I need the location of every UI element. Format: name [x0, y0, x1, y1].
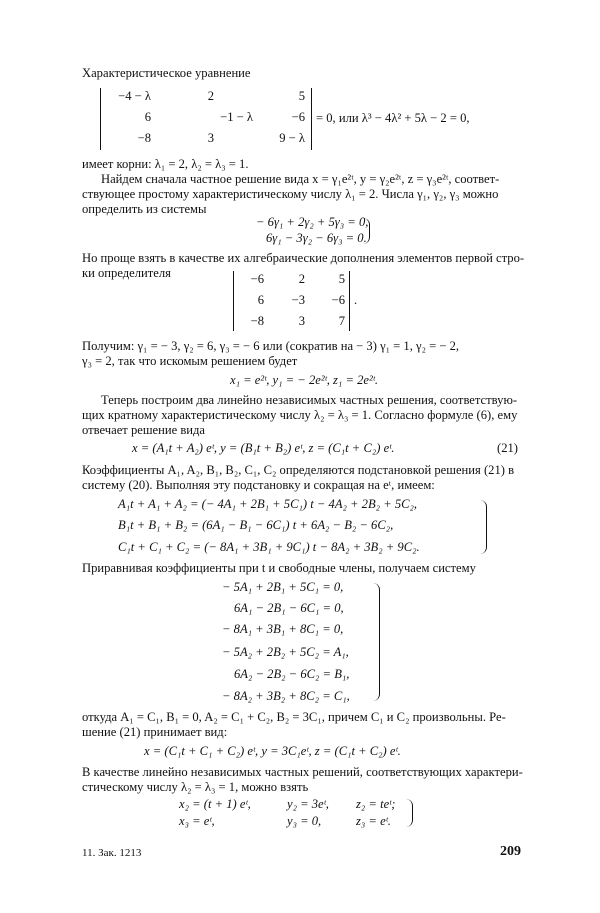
sys2-brace	[479, 500, 487, 554]
para4-line: щих кратному характеристическому числу λ₂ = λ₃ = 1. Согласно формуле (6), ему	[82, 408, 518, 422]
para3-line: Получим: γ₁ = − 3, γ₂ = 6, γ₃ = − 6 или (сократив на − 3) γ₁ = 1, γ₂ = − 2,	[82, 339, 460, 353]
det1-cell: 2	[207, 89, 214, 103]
sys1-equation: − 6γ₁ + 2γ₂ + 5γ₃ = 0,	[256, 215, 369, 229]
determinant-2	[233, 271, 350, 331]
sys3-brace	[372, 583, 380, 701]
det1-cell: −8	[137, 131, 151, 145]
para2-line: ки определителя	[82, 266, 171, 280]
det2-cell: 3	[298, 314, 305, 328]
solution-2: x = (C₁t + C₁ + C₂) eᵗ, y = 3C₁eᵗ, z = (C₁t + C₂) eᵗ.	[144, 744, 401, 758]
sys1-brace	[362, 218, 370, 244]
det1-cell: 5	[298, 89, 305, 103]
solution-3-cell: x₃ = eᵗ,	[179, 814, 215, 828]
para5-line: Коэффициенты A₁, A₂, B₁, B₂, C₁, C₂ определяются подстановкой решения (21) в	[82, 463, 515, 477]
det2-cell: 5	[338, 272, 345, 286]
sys1-equation: 6γ₁ − 3γ₂ − 6γ₃ = 0.	[266, 231, 367, 245]
det1-cell: 9 − λ	[279, 131, 305, 145]
sys3-equation: 6A₁ − 2B₁ − 6C₁ = 0,	[234, 601, 344, 615]
sys3-equation: − 8A₂ + 3B₂ + 8C₂ = C₁,	[222, 689, 350, 703]
sys3-equation: − 8A₁ + 3B₁ + 8C₁ = 0,	[222, 622, 344, 636]
para4-line: отвечает решение вида	[82, 423, 206, 437]
sys3-equation: 6A₂ − 2B₂ − 6C₂ = B₁,	[234, 667, 350, 681]
solution-1: x₁ = e²ᵗ, y₁ = − 2e²ᵗ, z₁ = 2e²ᵗ.	[230, 373, 379, 387]
para7-line: шение (21) принимает вид:	[82, 725, 228, 739]
det1-cell: −4 − λ	[118, 89, 151, 103]
det2-cell: 7	[338, 314, 345, 328]
det2-cell: 6	[257, 293, 264, 307]
sys2-equation: B₁t + B₁ + B₂ = (6A₁ − B₁ − 6C₁) t + 6A₂ − B₂ − 6C₂,	[118, 518, 394, 532]
para2-line: Но проще взять в качестве их алгебраические дополнения элементов первой стро-	[82, 251, 525, 265]
solution-3-cell: y₃ = 0,	[287, 814, 322, 828]
det2-cell: 2	[298, 272, 305, 286]
solution-3-cell: z₂ = teᵗ;	[356, 797, 396, 811]
para1-line: ствующее простому характеристическому числу λ₁ = 2. Числа γ₁, γ₂, γ₃ можно	[82, 187, 499, 201]
det2-cell: −8	[250, 314, 264, 328]
det2-cell: −6	[331, 293, 345, 307]
equation-21: x = (A₁t + A₂) eᵗ, y = (B₁t + B₂) eᵗ, z = (C₁t + C₂) eᵗ.	[132, 441, 395, 455]
det1-cell: 6	[144, 110, 151, 124]
sys2-equation: A₁t + A₁ + A₂ = (− 4A₁ + 2B₁ + 5C₁) t − 4A₂ + 2B₂ + 5C₂,	[118, 497, 418, 511]
det1-cell: −6	[291, 110, 305, 124]
solution-3-cell: x₂ = (t + 1) eᵗ,	[179, 797, 251, 811]
char-eq-heading: Характеристическое уравнение	[82, 66, 251, 80]
para5-line: систему (20). Выполняя эту подстановку и сокращая на eᵗ, имеем:	[82, 478, 435, 492]
para6-line: Приравнивая коэффициенты при t и свободные члены, получаем систему	[82, 561, 476, 575]
solution-3-cell: z₃ = eᵗ.	[356, 814, 391, 828]
det2-period: .	[354, 293, 358, 307]
sys3-equation: − 5A₂ + 2B₂ + 5C₂ = A₁,	[222, 645, 349, 659]
para3-line: γ₃ = 2, так что искомым решением будет	[82, 354, 298, 368]
det1-cell: −1 − λ	[220, 110, 253, 124]
sol3-brace	[405, 799, 413, 827]
para7-line: откуда A₁ = C₁, B₁ = 0, A₂ = C₁ + C₂, B₂ = 3C₁, причем C₁ и C₂ произвольны. Ре-	[82, 710, 506, 724]
para8-line: В качестве линейно независимых частных решений, соответствующих характери-	[82, 765, 523, 779]
para4-line: Теперь построим два линейно независимых частных решения, соответствую-	[101, 393, 518, 407]
det2-cell: −3	[291, 293, 305, 307]
char-polynomial: = 0, или λ³ − 4λ² + 5λ − 2 = 0,	[316, 111, 470, 125]
determinant-1	[100, 88, 312, 150]
para1-line: Найдем сначала частное решение вида x = γ₁e²ᵗ, y = γ₂e²ᵗ, z = γ₃e²ᵗ, соответ-	[101, 172, 500, 186]
page-number: 209	[500, 844, 521, 859]
para1-line: определить из системы	[82, 202, 207, 216]
sys2-equation: C₁t + C₁ + C₂ = (− 8A₁ + 3B₁ + 9C₁) t − 8A₂ + 3B₂ + 9C₂.	[118, 540, 420, 554]
printer-signature: 11. Зак. 1213	[82, 847, 142, 859]
roots-line: имеет корни: λ₁ = 2, λ₂ = λ₃ = 1.	[82, 157, 249, 171]
sys3-equation: − 5A₁ + 2B₁ + 5C₁ = 0,	[222, 580, 344, 594]
det1-cell: 3	[207, 131, 214, 145]
equation-21-number: (21)	[497, 441, 518, 455]
para8-line: стическому числу λ₂ = λ₃ = 1, можно взять	[82, 780, 309, 794]
det2-cell: −6	[250, 272, 264, 286]
solution-3-cell: y₂ = 3eᵗ,	[287, 797, 329, 811]
